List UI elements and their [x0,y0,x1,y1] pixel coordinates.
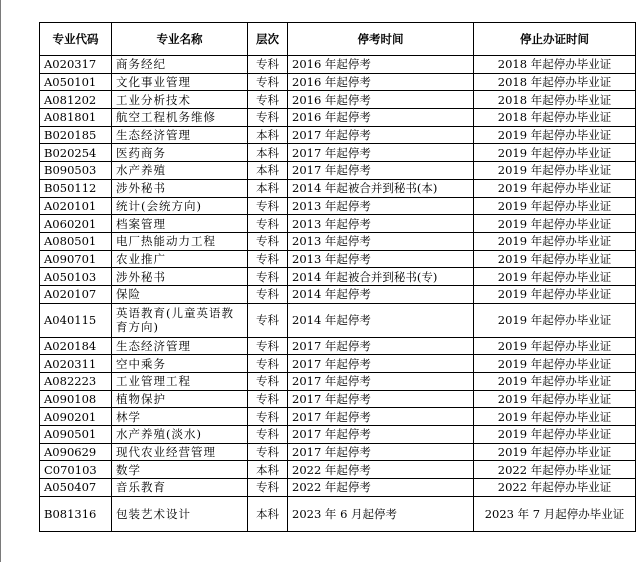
major-name-cell: 保险 [112,285,248,303]
level-cell: 专科 [248,232,288,250]
major-name-cell: 统计(会统方向) [112,197,248,215]
stop-certificate-cell: 2023 年 7 月起停办毕业证 [474,496,636,531]
major-name-cell: 生态经济管理 [112,126,248,144]
major-code-cell: A090629 [40,443,112,461]
stop-exam-cell: 2017 年起停考 [288,126,474,144]
stop-certificate-cell: 2022 年起停办毕业证 [474,461,636,479]
major-code-cell: A020184 [40,337,112,355]
major-code-cell: A080501 [40,232,112,250]
header-stop-certificate-time: 停止办证时间 [474,23,636,56]
header-stop-exam-time: 停考时间 [288,23,474,56]
header-level: 层次 [248,23,288,56]
table-row [40,232,636,250]
major-name-cell: 涉外秘书 [112,179,248,197]
major-code-cell: A060201 [40,215,112,233]
stop-exam-cell: 2013 年起停考 [288,250,474,268]
level-cell: 本科 [248,461,288,479]
stop-exam-cell: 2017 年起停考 [288,390,474,408]
table-row [40,285,636,303]
table-row [40,355,636,373]
major-code-cell: A050103 [40,268,112,286]
major-code-cell: A090501 [40,426,112,444]
level-cell: 本科 [248,126,288,144]
stop-certificate-cell: 2019 年起停办毕业证 [474,408,636,426]
table-row [40,91,636,109]
page-edge-line [0,0,1,562]
header-major-name: 专业名称 [112,23,248,56]
stop-exam-cell: 2016 年起停考 [288,109,474,127]
major-name-cell: 水产养殖(淡水) [112,426,248,444]
major-code-cell: A090108 [40,390,112,408]
stop-certificate-cell: 2022 年起停办毕业证 [474,479,636,497]
stop-certificate-cell: 2019 年起停办毕业证 [474,390,636,408]
table-header-row [40,23,636,56]
level-cell: 本科 [248,496,288,531]
table-row [40,496,636,531]
major-code-cell: A020107 [40,285,112,303]
major-name-cell: 工业分析技术 [112,91,248,109]
stop-certificate-cell: 2018 年起停办毕业证 [474,73,636,91]
major-name-cell: 农业推广 [112,250,248,268]
stop-exam-cell: 2017 年起停考 [288,144,474,162]
stop-exam-cell: 2017 年起停考 [288,162,474,180]
level-cell: 专科 [248,215,288,233]
table-row [40,109,636,127]
major-name-cell: 生态经济管理 [112,337,248,355]
major-name-cell: 涉外秘书 [112,268,248,286]
stop-exam-cell: 2014 年起停考 [288,285,474,303]
discontinued-majors-table [39,22,636,532]
stop-certificate-cell: 2019 年起停办毕业证 [474,126,636,144]
stop-exam-cell: 2022 年起停考 [288,461,474,479]
major-name-cell: 英语教育(儿童英语教育方向) [112,303,248,337]
stop-certificate-cell: 2019 年起停办毕业证 [474,179,636,197]
stop-exam-cell: 2017 年起停考 [288,443,474,461]
major-code-cell: B090503 [40,162,112,180]
stop-certificate-cell: 2019 年起停办毕业证 [474,355,636,373]
table-row [40,126,636,144]
major-name-cell: 包装艺术设计 [112,496,248,531]
major-name-cell: 现代农业经营管理 [112,443,248,461]
stop-certificate-cell: 2019 年起停办毕业证 [474,268,636,286]
stop-exam-cell: 2023 年 6 月起停考 [288,496,474,531]
major-name-cell: 档案管理 [112,215,248,233]
stop-exam-cell: 2022 年起停考 [288,479,474,497]
table-body [40,56,636,532]
major-code-cell: C070103 [40,461,112,479]
table-row [40,461,636,479]
major-code-cell: A090701 [40,250,112,268]
table-row [40,179,636,197]
stop-certificate-cell: 2018 年起停办毕业证 [474,56,636,74]
table-row [40,268,636,286]
stop-exam-cell: 2017 年起停考 [288,408,474,426]
level-cell: 专科 [248,91,288,109]
level-cell: 本科 [248,144,288,162]
level-cell: 本科 [248,162,288,180]
level-cell: 专科 [248,303,288,337]
major-code-cell: A020317 [40,56,112,74]
level-cell: 本科 [248,179,288,197]
level-cell: 专科 [248,337,288,355]
major-code-cell: B020185 [40,126,112,144]
major-code-cell: A090201 [40,408,112,426]
level-cell: 专科 [248,408,288,426]
stop-certificate-cell: 2019 年起停办毕业证 [474,144,636,162]
major-code-cell: A081801 [40,109,112,127]
stop-certificate-cell: 2019 年起停办毕业证 [474,285,636,303]
level-cell: 专科 [248,355,288,373]
stop-exam-cell: 2013 年起停考 [288,232,474,250]
major-name-cell: 航空工程机务维修 [112,109,248,127]
level-cell: 专科 [248,197,288,215]
table-row [40,479,636,497]
stop-certificate-cell: 2019 年起停办毕业证 [474,250,636,268]
major-name-cell: 林学 [112,408,248,426]
level-cell: 专科 [248,73,288,91]
stop-certificate-cell: 2019 年起停办毕业证 [474,162,636,180]
major-code-cell: A040115 [40,303,112,337]
stop-exam-cell: 2017 年起停考 [288,426,474,444]
table-row [40,373,636,391]
stop-exam-cell: 2014 年起停考 [288,303,474,337]
stop-certificate-cell: 2019 年起停办毕业证 [474,215,636,233]
major-name-cell: 空中乘务 [112,355,248,373]
level-cell: 专科 [248,285,288,303]
stop-certificate-cell: 2019 年起停办毕业证 [474,197,636,215]
table-row [40,56,636,74]
major-code-cell: B081316 [40,496,112,531]
table-row [40,215,636,233]
stop-exam-cell: 2013 年起停考 [288,215,474,233]
level-cell: 专科 [248,443,288,461]
level-cell: 专科 [248,268,288,286]
level-cell: 专科 [248,56,288,74]
stop-exam-cell: 2016 年起停考 [288,91,474,109]
level-cell: 专科 [248,479,288,497]
stop-certificate-cell: 2019 年起停办毕业证 [474,337,636,355]
major-name-cell: 数学 [112,461,248,479]
major-code-cell: A050101 [40,73,112,91]
major-code-cell: A082223 [40,373,112,391]
header-major-code: 专业代码 [40,23,112,56]
table-row [40,303,636,337]
level-cell: 专科 [248,373,288,391]
major-code-cell: B020254 [40,144,112,162]
stop-exam-cell: 2017 年起停考 [288,337,474,355]
major-name-cell: 音乐教育 [112,479,248,497]
stop-certificate-cell: 2019 年起停办毕业证 [474,232,636,250]
major-name-cell: 文化事业管理 [112,73,248,91]
stop-exam-cell: 2013 年起停考 [288,197,474,215]
major-name-cell: 商务经纪 [112,56,248,74]
major-name-cell: 电厂热能动力工程 [112,232,248,250]
major-code-cell: A020311 [40,355,112,373]
table-row [40,426,636,444]
table-row [40,162,636,180]
stop-exam-cell: 2017 年起停考 [288,373,474,391]
level-cell: 专科 [248,250,288,268]
major-code-cell: B050112 [40,179,112,197]
table-row [40,443,636,461]
major-code-cell: A081202 [40,91,112,109]
level-cell: 专科 [248,390,288,408]
table-row [40,144,636,162]
level-cell: 专科 [248,109,288,127]
stop-certificate-cell: 2019 年起停办毕业证 [474,443,636,461]
stop-certificate-cell: 2019 年起停办毕业证 [474,426,636,444]
major-code-cell: A020101 [40,197,112,215]
major-name-cell: 医药商务 [112,144,248,162]
stop-exam-cell: 2016 年起停考 [288,56,474,74]
table-row [40,197,636,215]
stop-certificate-cell: 2018 年起停办毕业证 [474,109,636,127]
major-name-cell: 植物保护 [112,390,248,408]
major-name-cell: 工业管理工程 [112,373,248,391]
stop-certificate-cell: 2019 年起停办毕业证 [474,373,636,391]
table-row [40,250,636,268]
table-row [40,408,636,426]
stop-exam-cell: 2016 年起停考 [288,73,474,91]
table-row [40,390,636,408]
major-code-cell: A050407 [40,479,112,497]
stop-exam-cell: 2017 年起停考 [288,355,474,373]
table-row [40,337,636,355]
stop-exam-cell: 2014 年起被合并到秘书(专) [288,268,474,286]
major-name-cell: 水产养殖 [112,162,248,180]
table-row [40,73,636,91]
level-cell: 专科 [248,426,288,444]
stop-certificate-cell: 2019 年起停办毕业证 [474,303,636,337]
stop-certificate-cell: 2018 年起停办毕业证 [474,91,636,109]
stop-exam-cell: 2014 年起被合并到秘书(本) [288,179,474,197]
